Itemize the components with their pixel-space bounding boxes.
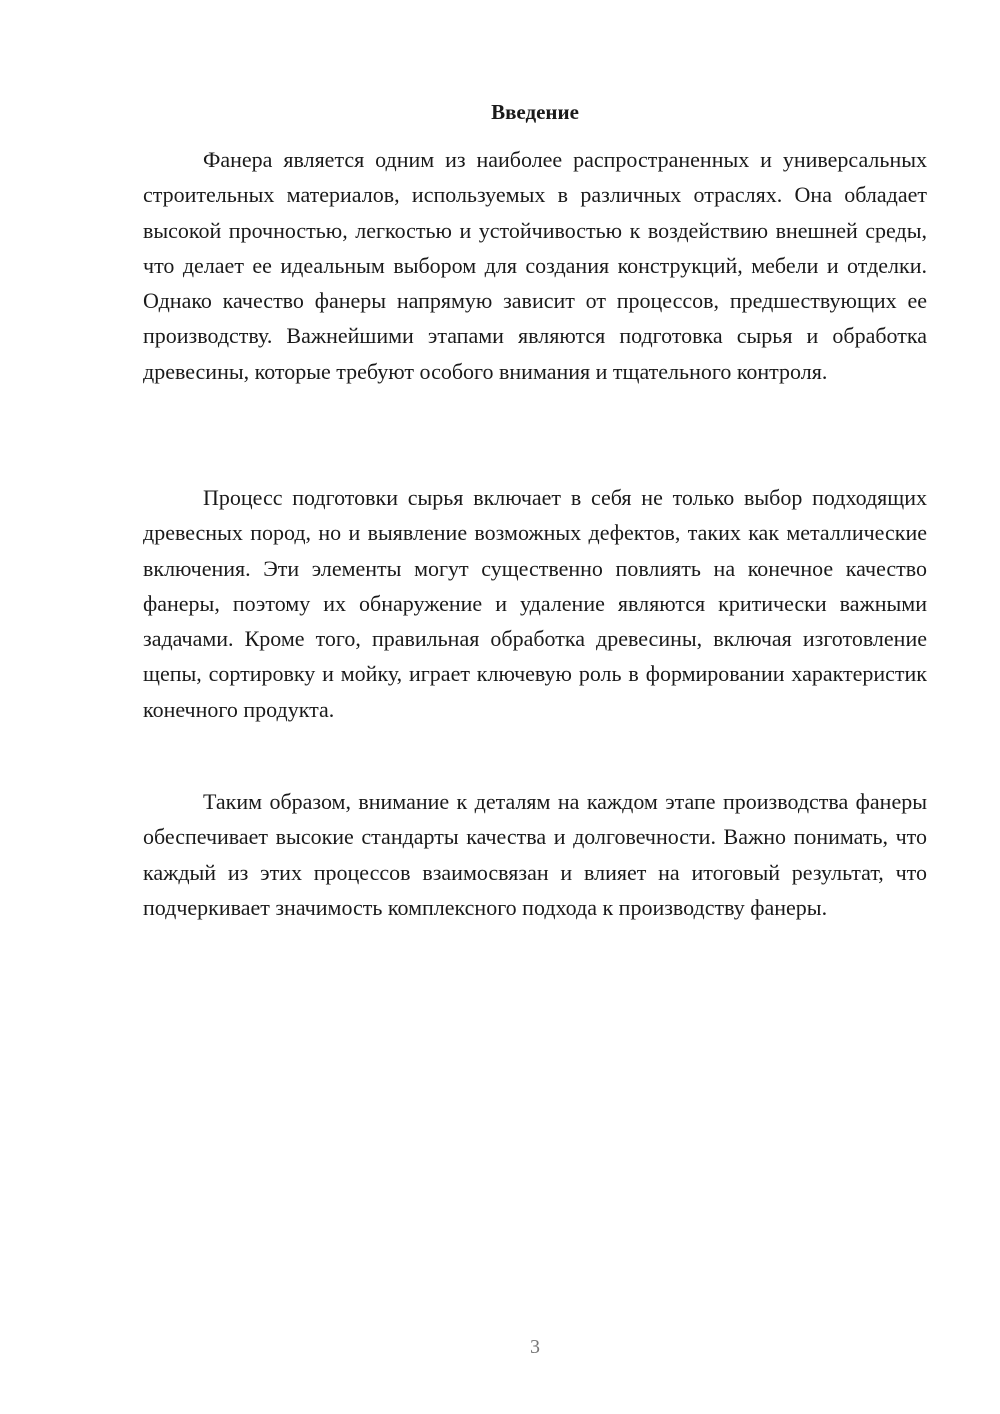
section-title: Введение xyxy=(491,100,579,124)
paragraph-2: Процесс подготовки сырья включает в себя не только выбор подходящих древесных пород, но и выявление возможных дефектов, таких как металлические включения. Эти элементы могут существенно повлиять на конечное качество фанеры, поэтому их обнаружение и удаление являются критически важными задачами. Кроме того, правильная обработка древесины, включая изготовление щепы, сортировку и мойку, играет ключевую роль в формировании характеристик конечного продукта. xyxy=(143,485,927,722)
paragraph-1: Фанера является одним из наиболее распространенных и универсальных строительных материалов, используемых в различных отраслях. Она обладает высокой прочностью, легкостью и устойчивостью к воздействию внешней среды, что делает ее идеальным выбором для создания конструкций, мебели и отделки. Однако качество фанеры напрямую зависит от процессов, предшествующих ее производству. Важнейшими этапами являются подготовка сырья и обработка древесины, которые требуют особого внимания и тщательного контроля. xyxy=(143,147,927,384)
paragraph-3: Таким образом, внимание к деталям на каждом этапе производства фанеры обеспечивает высокие стандарты качества и долговечности. Важно понимать, что каждый из этих процессов взаимосвязан и влияет на итоговый результат, что подчеркивает значимость комплексного подхода к производству фанеры. xyxy=(143,789,927,920)
page-number: 3 xyxy=(530,1336,540,1358)
